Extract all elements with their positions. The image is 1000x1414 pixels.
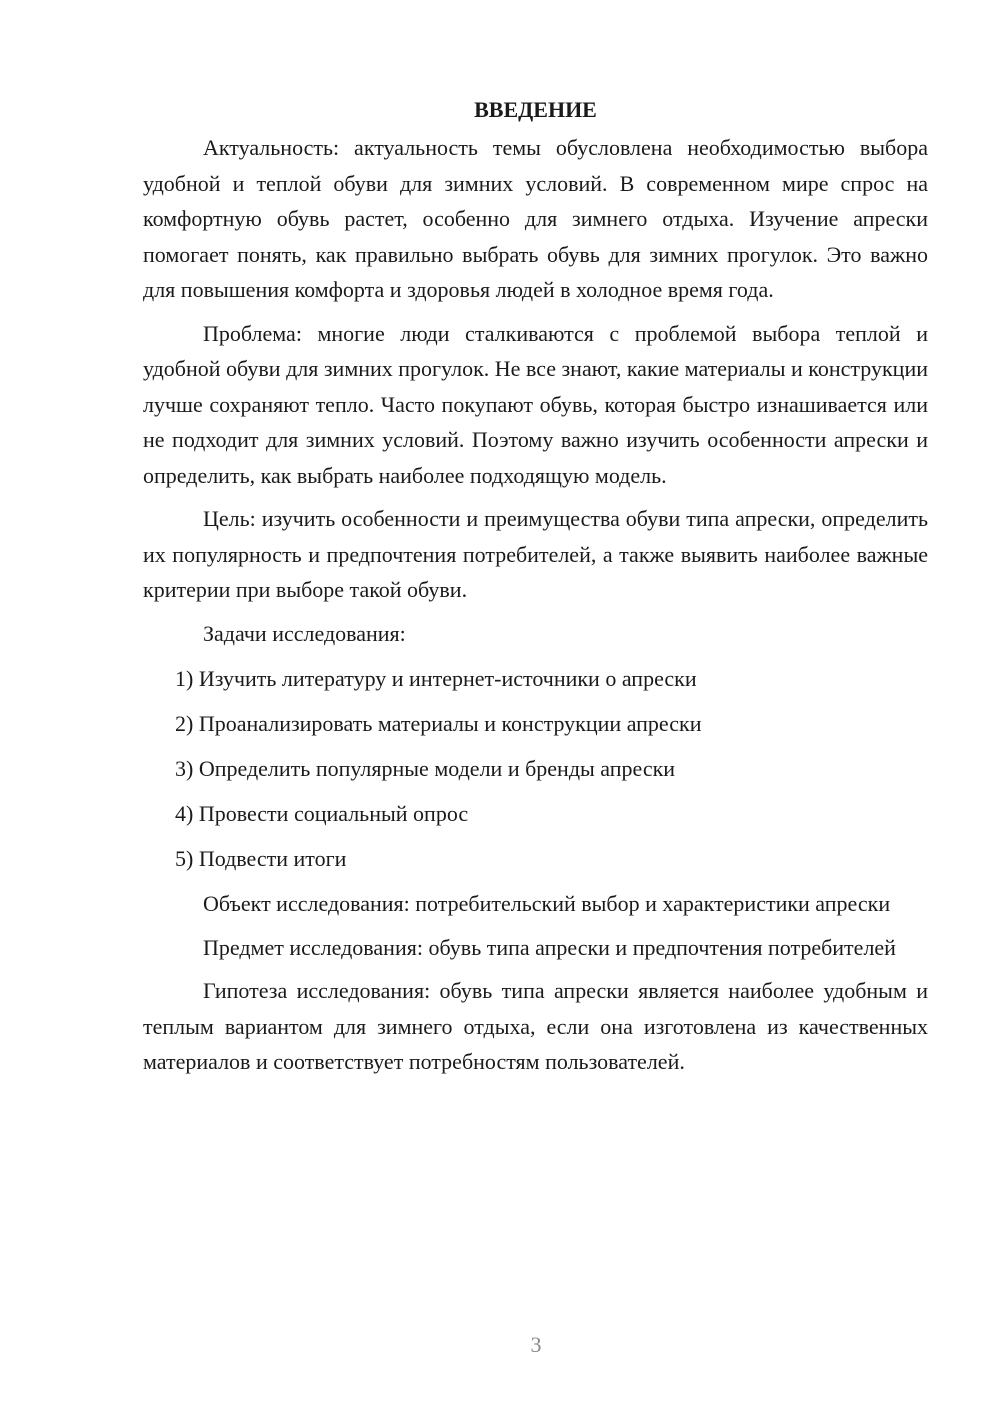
- document-page: [143, 92, 928, 1088]
- paragraph-object: Объект исследования: потребительский выбор и характеристики апрески: [203, 891, 891, 916]
- paragraph-subject: Предмет исследования: обувь типа апрески и предпочтения потребителей: [203, 934, 896, 960]
- task-item: 3) Определить популярные модели и бренды апрески: [175, 756, 676, 781]
- tasks-list: [143, 661, 928, 877]
- paragraph-goal: Цель: изучить особенности и преимущества обуви типа апрески, определить их популярность и предпочтения потребителей, а также выявить наиболее важные критерии при выборе такой обуви.: [143, 506, 928, 602]
- task-item: 2) Проанализировать материалы и конструкции апрески: [175, 711, 702, 736]
- paragraph-relevance: Актуальность: актуальность темы обусловлена необходимостью выбора удобной и теплой обуви для зимних условий. В современном мире спрос на комфортную обувь растет, особенно для зимнего отдыха. Изучение апрески помогает понять, как правильно выбрать обувь для зимних прогулок. Это важно для повышения комфорта и здоровья людей в холодное время года.: [143, 135, 928, 302]
- page-title: ВВЕДЕНИЕ: [474, 97, 597, 122]
- paragraph-hypothesis: Гипотеза исследования: обувь типа апрески является наиболее удобным и теплым вариантом для зимнего отдыха, если она изготовлена из качественных материалов и соответствует потребностям пользователей.: [143, 978, 928, 1074]
- page-number: 3: [530, 1332, 542, 1357]
- tasks-heading: Задачи исследования:: [203, 620, 406, 646]
- task-item: 1) Изучить литературу и интернет-источники о апрески: [175, 666, 697, 691]
- task-item: 5) Подвести итоги: [175, 846, 347, 871]
- paragraph-problem: Проблема: многие люди сталкиваются с проблемой выбора теплой и удобной обуви для зимних прогулок. Не все знают, какие материалы и конструкции лучше сохраняют тепло. Часто покупают обувь, которая быстро изнашивается или не подходит для зимних условий. Поэтому важно изучить особенности апрески и определить, как выбрать наиболее подходящую модель.: [143, 320, 928, 488]
- task-item: 4) Провести социальный опрос: [175, 801, 469, 826]
